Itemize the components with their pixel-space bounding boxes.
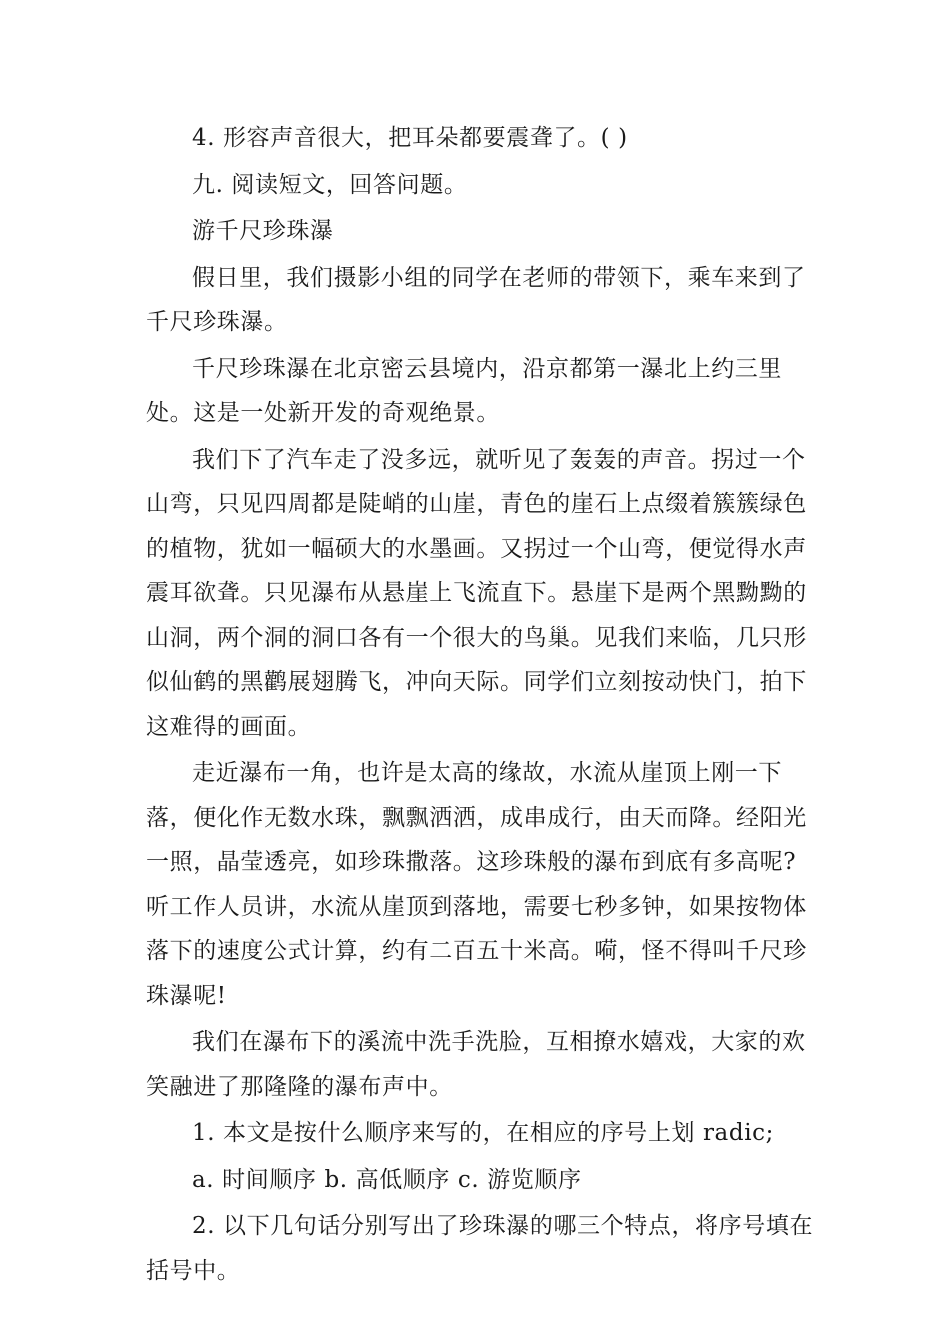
article-paragraph: 走近瀑布一角，也许是太高的缘故，水流从崖顶上刚一下落，便化作无数水珠，飘飘洒洒，成串成行，由天而降。经阳光一照，晶莹透亮，如珍珠撒落。这珍珠般的瀑布到底有多高呢?听工作人员讲，水流从崖顶到落地，需要七秒多钟，如果按物体落下的速度公式计算，约有二百五十米高。嗬，怪不得叫千尺珍珠瀑呢!	[146, 760, 807, 1009]
article-title: 游千尺珍珠瀑	[192, 218, 334, 244]
section-nine-heading: 九. 阅读短文，回答问题。	[192, 171, 468, 198]
article-paragraph: 假日里，我们摄影小组的同学在老师的带领下，乘车来到了千尺珍珠瀑。	[146, 264, 806, 335]
question-1: 1. 本文是按什么顺序来写的，在相应的序号上划 radic;	[192, 1120, 774, 1146]
question-4-line: 4. 形容声音很大，把耳朵都要震聋了。( )	[192, 125, 628, 151]
article-paragraph: 千尺珍珠瀑在北京密云县境内，沿京都第一瀑北上约三里处。这是一处新开发的奇观绝景。	[146, 355, 782, 426]
article-paragraph: 我们在瀑布下的溪流中洗手洗脸，互相撩水嬉戏，大家的欢笑融进了那隆隆的瀑布声中。	[146, 1029, 806, 1100]
document-body	[146, 116, 814, 1295]
question-2: 2. 以下几句话分别写出了珍珠瀑的哪三个特点，将序号填在括号中。	[146, 1213, 814, 1284]
article-paragraph: 我们下了汽车走了没多远，就听见了轰轰的声音。拐过一个山弯，只见四周都是陡峭的山崖，青色的崖石上点缀着簇簇绿色的植物，犹如一幅硕大的水墨画。又拐过一个山弯，便觉得水声震耳欲聋。只见瀑布从悬崖上飞流直下。悬崖下是两个黑黝黝的山洞，两个洞的洞口各有一个很大的鸟巢。见我们来临，几只形似仙鹤的黑鹳展翅腾飞，冲向天际。同学们立刻按动快门，拍下这难得的画面。	[146, 446, 807, 740]
question-1-options: a. 时间顺序 b. 高低顺序 c. 游览顺序	[192, 1166, 582, 1193]
